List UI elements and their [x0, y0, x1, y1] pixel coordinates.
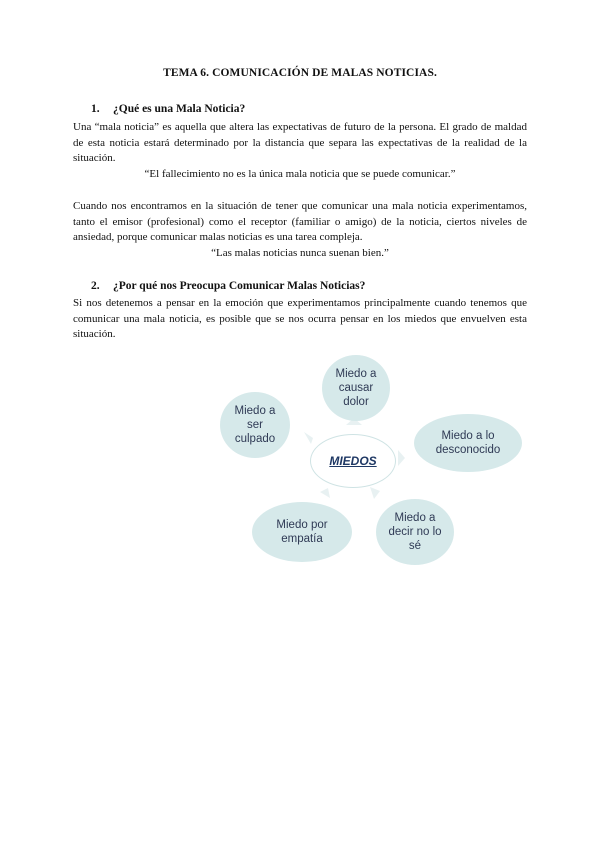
section-1-paragraph-2: Cuando nos encontramos en la situación de tener que comunicar una mala noticia experimentamos, tanto el emisor (profesional) como el receptor (familiar o amigo) de la noticia, ciertos niveles de ansiedad, porque comunicar malas noticias es una tarea compleja.: [73, 200, 527, 244]
arrow-to-desconocido: [398, 450, 405, 466]
section-2-number: 2.: [91, 280, 100, 292]
node-decir-no-lo-se: Miedo a decir no lo sé: [376, 499, 454, 565]
section-1-paragraph-1: Una “mala noticia” es aquella que altera las expectativas de futuro de la persona. El grado de maldad de esta noticia estará determinado por la distancia que separa las expectativas de la realidad de la situación.: [73, 121, 527, 165]
section-1-quote-2: “Las malas noticias nunca suenan bien.”: [211, 247, 389, 259]
arrow-to-decir-no-lo-se: [370, 487, 380, 499]
section-1-number: 1.: [91, 103, 100, 115]
center-node-miedos: [310, 434, 396, 488]
section-1-heading: [91, 103, 245, 115]
document-title: TEMA 6. COMUNICACIÓN DE MALAS NOTICIAS.: [163, 67, 437, 79]
section-1-heading-text: ¿Qué es una Mala Noticia?: [113, 103, 246, 115]
fears-diagram: [218, 354, 528, 569]
node-culpado: Miedo a ser culpado: [220, 392, 290, 458]
node-causar-dolor: Miedo a causar dolor: [322, 355, 390, 421]
arrow-to-empatia: [320, 488, 330, 498]
section-1-quote-1: “El fallecimiento no es la única mala noticia que se puede comunicar.”: [144, 168, 456, 180]
center-node-label: MIEDOS: [329, 454, 377, 468]
section-2-paragraph: Si nos detenemos a pensar en la emoción que experimentamos principalmente cuando tenemos que comunicar una mala noticia, es posible que se nos ocurra pensar en los miedos que envuelven esta situación.: [73, 297, 527, 341]
node-desconocido: Miedo a lo desconocido: [414, 414, 522, 472]
section-2-heading: [91, 280, 365, 292]
arrow-to-culpado: [304, 432, 313, 444]
section-2-heading-text: ¿Por qué nos Preocupa Comunicar Malas Noticias?: [113, 280, 366, 292]
node-empatia: Miedo por empatía: [252, 502, 352, 562]
